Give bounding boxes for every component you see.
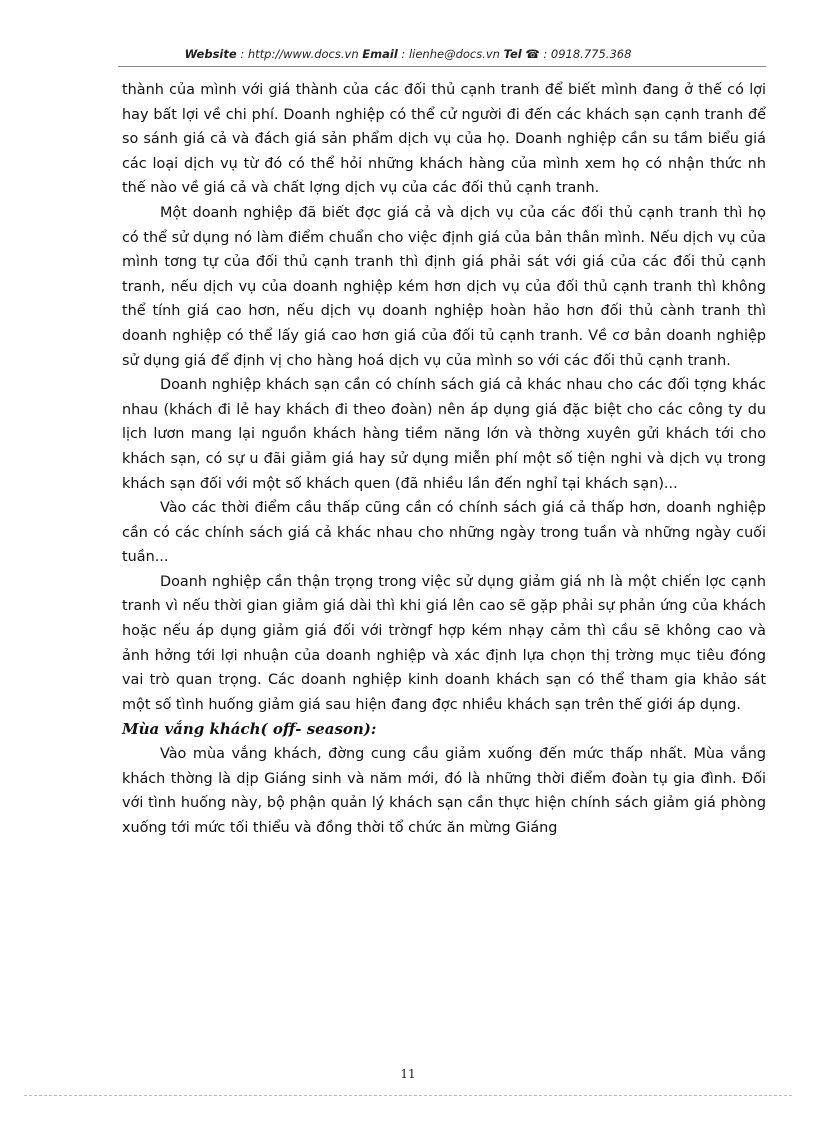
document-body [122,78,766,840]
paragraph: Vào các thời điểm cầu thấp cũng cần có chính sách giá cả thấp hơn, doanh nghiệp cần có các chính sách giá cả khác nhau cho những ngày trong tuần và những ngày cuối tuần... [122,500,766,566]
tel-label: Tel [503,47,522,61]
email-value: : lienhe@docs.vn [401,47,500,61]
phone-icon: ☎ [525,47,540,61]
paragraph: thành của mình với giá thành của các đối thủ cạnh tranh để biết mình đang ở thế có lợi hay bất lợi về chi phí. Doanh nghiệp có thể cử người đi đến các khách sạn cạnh tranh để so sánh giá cả và đách giá sản phẩm dịch vụ của họ. Doanh nghiệp cần su tầm biểu giá các loại dịch vụ từ đó có thể hỏi những khách hàng của mình xem họ có nhận thức nh thế nào về giá cả và chất lợng dịch vụ của các đối thủ cạnh tranh. [122,82,766,197]
website-value: : http://www.docs.vn [240,47,359,61]
header-rule [118,66,766,67]
paragraph: Doanh nghiệp cần thận trọng trong việc sử dụng giảm giá nh là một chiến lợc cạnh tranh vì nếu thời gian giảm giá dài thì khi giá lên cao sẽ gặp phải sự phản ứng của khách hoặc nếu áp dụng giảm giá đối với trờngf hợp kém nhạy cảm thì cầu sẽ không cao và ảnh hởng tới lợi nhuận của doanh nghiệp và xác định lựa chọn thị trờng mục tiêu đóng vai trò quan trọng. Các doanh nghiệp kinh doanh khách sạn có thể tham gia khảo sát một số tình huống giảm giá sau hiện đang đợc nhiều khách sạn trên thế giới áp dụng. [122,573,766,713]
paragraph: Doanh nghiệp khách sạn cần có chính sách giá cả khác nhau cho các đối tợng khác nhau (khách đi lẻ hay khách đi theo đoàn) nên áp dụng giá đặc biệt cho các công ty du lịch lươn mang lại nguồn khách hàng tiềm năng lớn và thờng xuyên gửi khách tới cho khách sạn, có sự u đãi giảm giá hay sử dụng miễn phí một số tiện nghi và dịch vụ trong khách sạn đối với một số khách quen (đã nhiều lần đến nghỉ tại khách sạn)... [122,377,766,492]
website-label: Website [184,47,237,61]
page-number: 11 [400,1067,416,1081]
page-header [0,47,816,61]
email-label: Email [362,47,398,61]
tel-value: : 0918.775.368 [543,47,632,61]
paragraph: Một doanh nghiệp đã biết đợc giá cả và dịch vụ của các đối thủ cạnh tranh thì họ có thể sử dụng nó làm điểm chuẩn cho việc định giá của bản thân mình. Nếu dịch vụ của mình tơng tự của đối thủ cạnh tranh thì định giá phải sát với giá của các đối thủ cạnh tranh, nếu dịch vụ của doanh nghiệp kém hơn dịch vụ của đối thủ cạnh tranh thì không thể tính giá cao hơn, nếu dịch vụ doanh nghiệp hoàn hảo hơn đối thủ cành tranh thì doanh nghiệp có thể lấy giá cao hơn giá của đối tủ cạnh tranh. Về cơ bản doanh nghiệp sử dụng giá để định vị cho hàng hoá dịch vụ của mình so với các đối thủ cạnh tranh. [122,204,766,369]
section-heading: Mùa vắng khách( off- season): [122,720,377,739]
section-paragraph: Vào mùa vắng khách, đờng cung cầu giảm xuống đến mức thấp nhất. Mùa vắng khách thờng là dịp Giáng sinh và năm mới, đó là những thời điểm đoàn tụ gia đình. Đối với tình huống này, bộ phận quản lý khách sạn cần thực hiện chính sách giảm giá phòng xuống tới mức tối thiểu và đồng thời tổ chức ăn mừng Giáng [122,746,766,836]
footer-rule [24,1095,792,1096]
